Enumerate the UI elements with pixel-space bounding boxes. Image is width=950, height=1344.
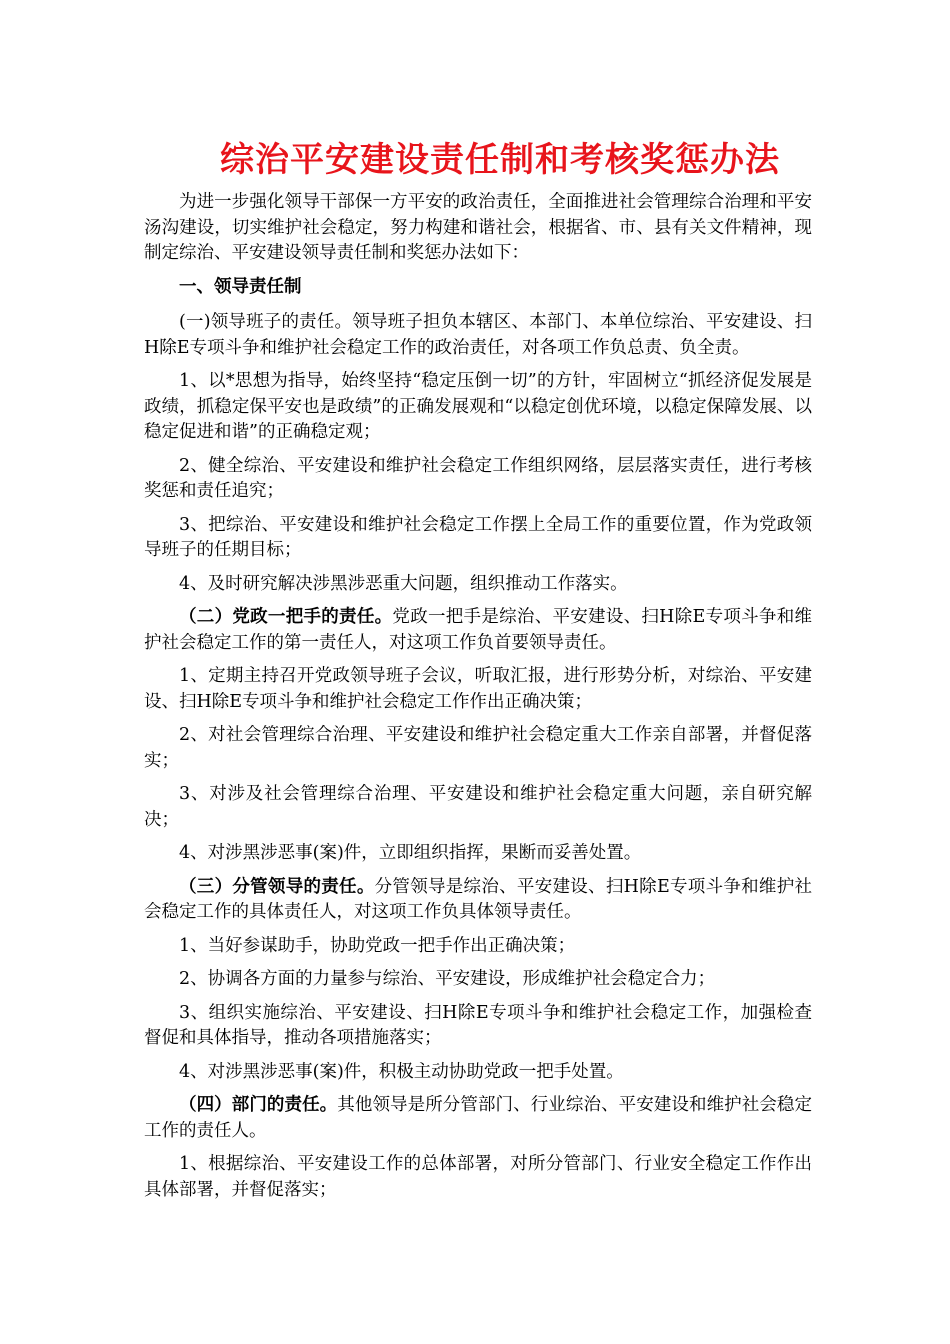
- list-item: 3、组织实施综治、平安建设、扫H除E专项斗争和维护社会稳定工作，加强检查督促和具体指导，推动各项措施落实；: [144, 1002, 812, 1048]
- subsection-heading-2: （二）党政一把手的责任。: [179, 607, 393, 627]
- list-item: 1、根据综治、平安建设工作的总体部署，对所分管部门、行业安全稳定工作作出具体部署，并督促落实；: [144, 1154, 812, 1200]
- list-item: 1、以*思想为指导，始终坚持“稳定压倒一切”的方针，牢固树立“抓经济促发展是政绩，抓稳定保平安也是政绩”的正确发展观和“以稳定创优环境，以稳定保障发展、以稳定促进和谐”的正确稳定观；: [144, 371, 812, 442]
- list-item: 2、对社会管理综合治理、平安建设和维护社会稳定重大工作亲自部署，并督促落实；: [144, 725, 812, 771]
- list-item: 4、对涉黑涉恶事(案)件，立即组织指挥，果断而妥善处置。: [179, 843, 642, 863]
- paragraph-deputy-leader: [144, 875, 812, 926]
- paragraph-party-leader: [144, 605, 812, 656]
- intro-paragraph: 为进一步强化领导干部保一方平安的政治责任，全面推进社会管理综合治理和平安汤沟建设，切实维护社会稳定，努力构建和谐社会，根据省、市、县有关文件精神，现制定综治、平安建设领导责任制和奖惩办法如下：: [144, 192, 812, 263]
- list-item: 2、协调各方面的力量参与综治、平安建设，形成维护社会稳定合力；: [179, 969, 716, 989]
- list-item: 2、健全综治、平安建设和维护社会稳定工作组织网络，层层落实责任，进行考核奖惩和责任追究；: [144, 455, 812, 501]
- list-item: 4、对涉黑涉恶事(案)件，积极主动协助党政一把手处置。: [179, 1061, 624, 1082]
- list-item: 4、及时研究解决涉黑涉恶重大问题，组织推动工作落实。: [179, 573, 628, 594]
- subsection-text-2: 党政一把手是综治、平安建设、扫H除E专项斗争和维护社会稳定工作的第一责任人，对这项工作负首要领导责任。: [144, 607, 812, 653]
- document-body: [144, 190, 812, 1211]
- list-item: 3、把综治、平安建设和维护社会稳定工作摆上全局工作的重要位置，作为党政领导班子的任期目标；: [144, 514, 812, 560]
- paragraph-department: [144, 1093, 812, 1144]
- subsection-text-4: 其他领导是所分管部门、行业综治、平安建设和维护社会稳定工作的责任人。: [144, 1095, 813, 1141]
- paragraph-leadership-team: (一)领导班子的责任。领导班子担负本辖区、本部门、本单位综治、平安建设、扫H除E专项斗争和维护社会稳定工作的政治责任，对各项工作负总责、负全责。: [144, 312, 812, 358]
- list-item: 1、定期主持召开党政领导班子会议，听取汇报，进行形势分析，对综治、平安建设、扫H除E专项斗争和维护社会稳定工作作出正确决策；: [144, 666, 812, 712]
- list-item: 3、对涉及社会管理综合治理、平安建设和维护社会稳定重大问题，亲自研究解决；: [144, 784, 812, 830]
- list-item: 1、当好参谋助手，协助党政一把手作出正确决策；: [179, 935, 576, 956]
- subsection-heading-3: （三）分管领导的责任。: [179, 876, 375, 897]
- document-title: 综治平安建设责任制和考核奖惩办法: [220, 140, 780, 180]
- subsection-heading-4: （四）部门的责任。: [179, 1095, 338, 1115]
- subsection-text-3: 分管领导是综治、平安建设、扫H除E专项斗争和维护社会稳定工作的具体责任人，对这项工作负具体领导责任。: [144, 876, 812, 922]
- section-heading-1: 一、领导责任制: [179, 276, 302, 297]
